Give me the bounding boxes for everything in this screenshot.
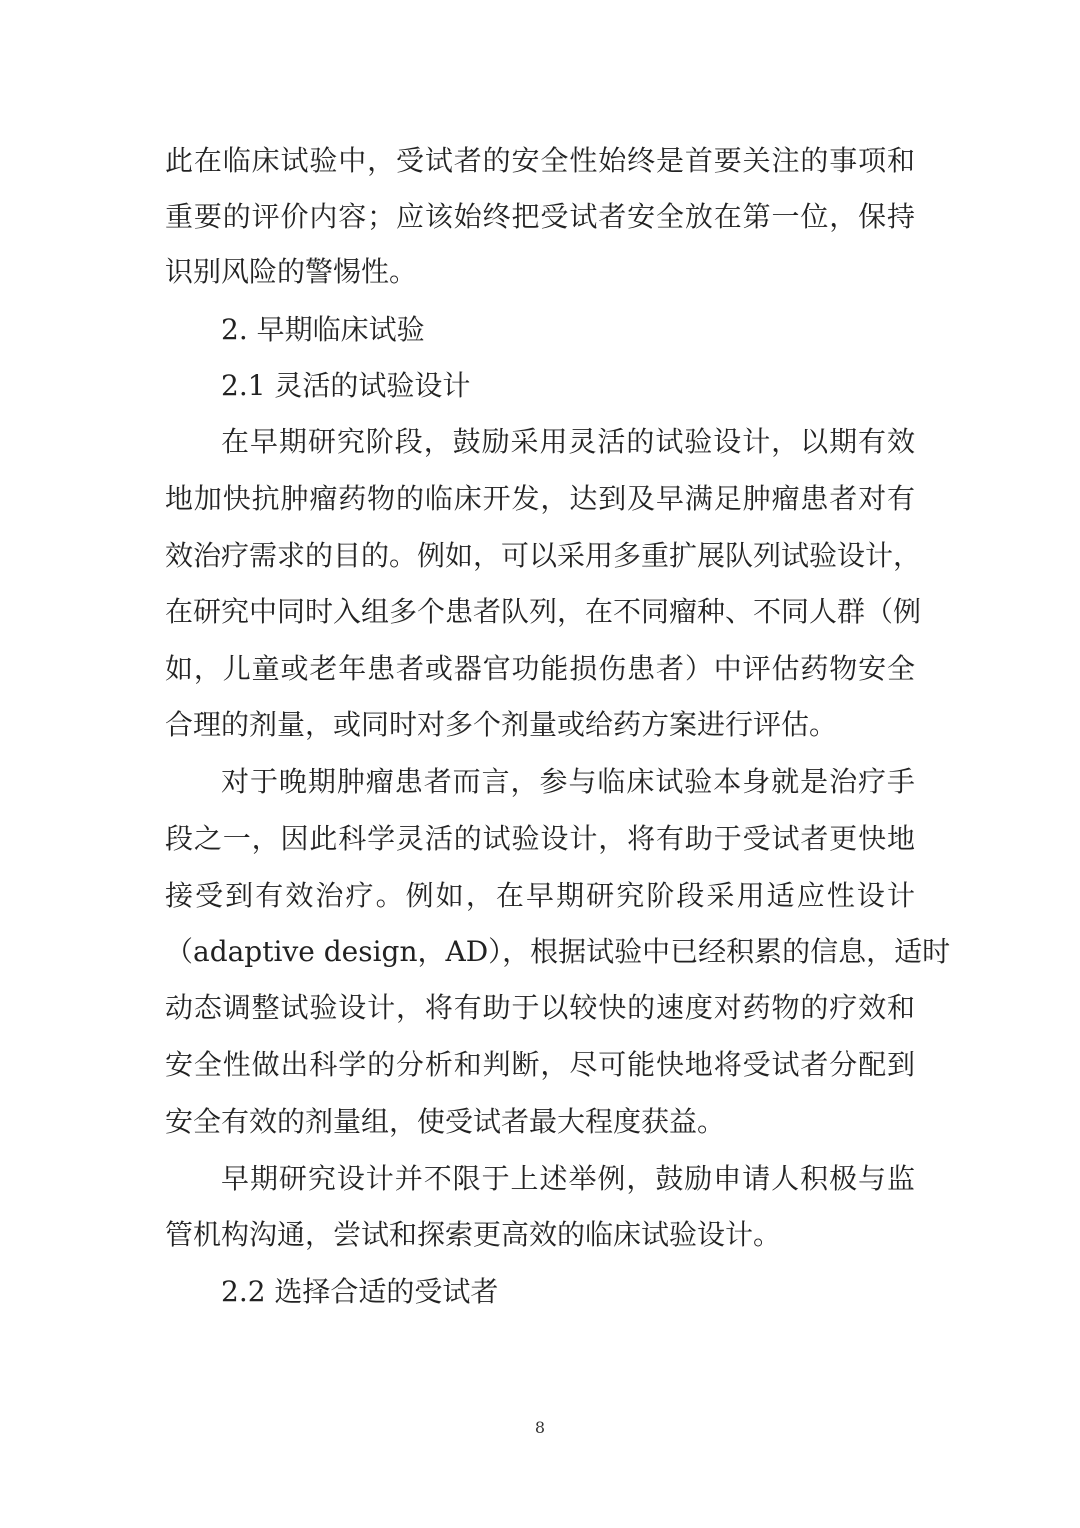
paragraph-line: 段之一，因此科学灵活的试验设计，将有助于受试者更快地 xyxy=(165,822,915,855)
paragraph-line: 识别风险的警惕性。 xyxy=(165,255,418,288)
paragraph-line: 管机构沟通，尝试和探索更高效的临床试验设计。 xyxy=(165,1218,782,1251)
page-number: 8 xyxy=(534,1418,546,1437)
paragraph-line: 安全有效的剂量组，使受试者最大程度获益。 xyxy=(165,1105,726,1138)
paragraph-line: 安全性做出科学的分析和判断，尽可能快地将受试者分配到 xyxy=(165,1048,915,1081)
paragraph-line: 早期研究设计并不限于上述举例，鼓励申请人积极与监 xyxy=(221,1162,915,1195)
paragraph-line: 在早期研究阶段，鼓励采用灵活的试验设计，以期有效 xyxy=(221,425,915,458)
paragraph-line: 合理的剂量，或同时对多个剂量或给药方案进行评估。 xyxy=(165,708,838,741)
paragraph-line: 此在临床试验中，受试者的安全性始终是首要关注的事项和 xyxy=(165,144,915,177)
subsection-heading: 2.2 选择合适的受试者 xyxy=(221,1275,499,1308)
paragraph-line: 地加快抗肿瘤药物的临床开发，达到及早满足肿瘤患者对有 xyxy=(165,482,915,515)
paragraph-line: 动态调整试验设计，将有助于以较快的速度对药物的疗效和 xyxy=(165,991,915,1024)
paragraph-line: 对于晚期肿瘤患者而言，参与临床试验本身就是治疗手 xyxy=(221,765,915,798)
paragraph-line: 如，儿童或老年患者或器官功能损伤患者）中评估药物安全 xyxy=(165,652,915,685)
paragraph-line: 在研究中同时入组多个患者队列，在不同瘤种、不同人群（例 xyxy=(165,595,922,628)
paragraph-line: 效治疗需求的目的。例如，可以采用多重扩展队列试验设计， xyxy=(165,539,922,572)
section-heading: 2. 早期临床试验 xyxy=(221,313,425,346)
paragraph-line: （adaptive design，AD），根据试验中已经积累的信息，适时 xyxy=(165,935,951,968)
subsection-heading: 2.1 灵活的试验设计 xyxy=(221,369,471,402)
paragraph-line: 重要的评价内容；应该始终把受试者安全放在第一位，保持 xyxy=(165,200,915,233)
paragraph-line: 接受到有效治疗。例如，在早期研究阶段采用适应性设计 xyxy=(165,879,915,912)
